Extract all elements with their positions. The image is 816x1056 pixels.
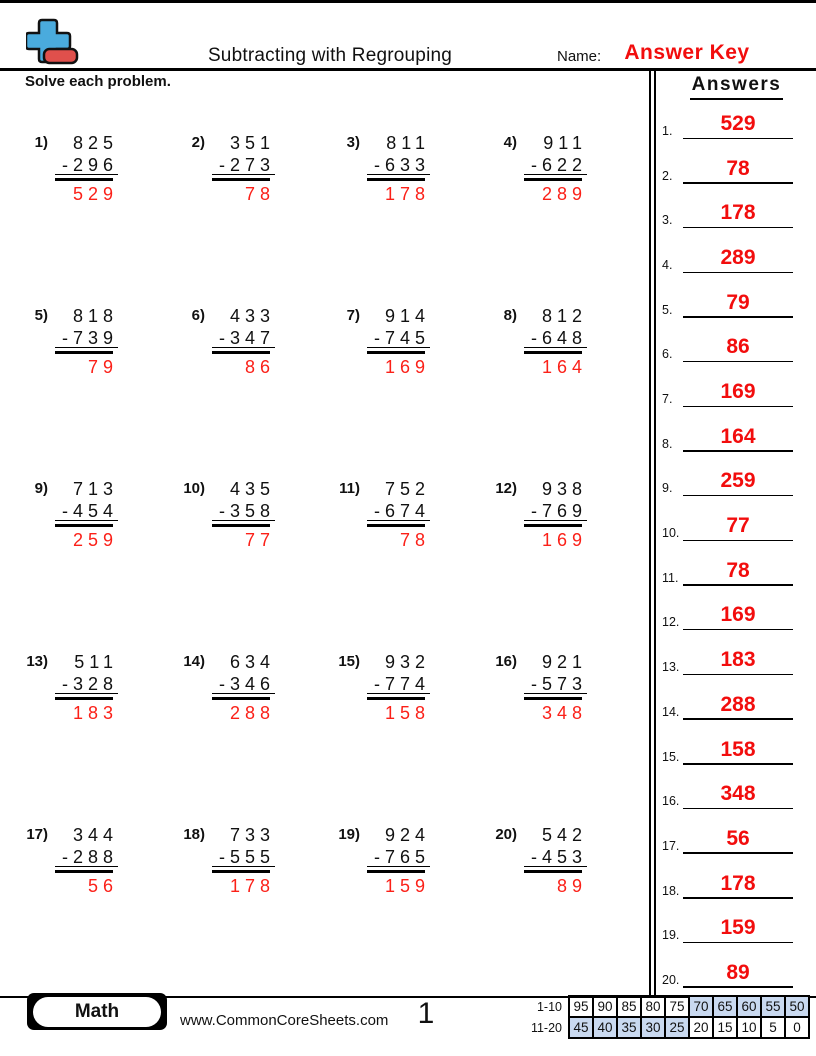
minuend: 435 (229, 479, 275, 499)
minuend: 634 (229, 652, 275, 672)
subtrahend: -358 (212, 501, 275, 521)
problem-20 (489, 825, 587, 897)
problem-16 (489, 652, 587, 724)
problem-answer: 77 (244, 530, 275, 550)
problem-6 (177, 306, 275, 378)
answer-number: 8. (662, 436, 673, 451)
problem-answer: 79 (87, 357, 118, 377)
answer-rule (212, 870, 270, 873)
top-border (0, 0, 816, 3)
grade-row-label: 11-20 (530, 1020, 562, 1035)
problem-17 (20, 825, 118, 897)
problem-body (367, 306, 430, 378)
problem-18 (177, 825, 275, 897)
answer-line (683, 540, 793, 542)
problem-9 (20, 479, 118, 551)
worksheet-title: Subtracting with Regrouping (207, 45, 453, 66)
problem-12 (489, 479, 587, 551)
answer-entry-5 (657, 288, 816, 318)
problem-3 (332, 133, 430, 205)
answer-number: 15. (662, 749, 680, 764)
problem-19 (332, 825, 430, 897)
problem-answer: 158 (384, 703, 430, 723)
problem-answer: 159 (384, 876, 430, 896)
subtrahend: -288 (55, 847, 118, 867)
answer-rule (367, 178, 425, 181)
answer-entry-14 (657, 690, 816, 720)
answer-rule (524, 351, 582, 354)
problem-number: 12) (495, 480, 517, 497)
answer-number: 13. (662, 660, 680, 675)
answer-rule (524, 697, 582, 700)
grade-cell: 75 (665, 996, 689, 1017)
problem-7 (332, 306, 430, 378)
answer-value: 89 (726, 960, 750, 984)
answer-entry-9 (657, 466, 816, 496)
problem-number: 14) (183, 653, 205, 670)
answer-value: 259 (720, 469, 756, 493)
grade-cell: 35 (617, 1017, 641, 1038)
subtrahend: -769 (524, 501, 587, 521)
answer-line (683, 986, 793, 988)
answer-number: 18. (662, 883, 680, 898)
answer-key-label: Answer Key (624, 41, 750, 64)
answer-number: 4. (662, 258, 673, 273)
instructions-text: Solve each problem. (25, 73, 171, 90)
answer-line (683, 674, 793, 676)
minuend: 542 (541, 825, 587, 845)
problem-body (524, 306, 587, 378)
subtrahend: -346 (212, 674, 275, 694)
answer-value: 78 (726, 558, 750, 582)
problem-body (524, 133, 587, 205)
problem-body (524, 652, 587, 724)
problem-answer: 183 (72, 703, 118, 723)
problem-body (524, 479, 587, 551)
grade-row-2 (529, 1017, 809, 1038)
problem-number: 19) (338, 826, 360, 843)
answer-number: 19. (662, 928, 680, 943)
answer-rule (524, 870, 582, 873)
grading-scale-table (529, 995, 810, 1039)
answer-rule (212, 524, 270, 527)
problem-8 (489, 306, 587, 378)
problem-answer: 78 (244, 184, 275, 204)
grade-cell: 65 (713, 996, 737, 1017)
answer-rule (55, 178, 113, 181)
answer-entry-17 (657, 824, 816, 854)
problem-1 (20, 133, 118, 205)
answer-entry-4 (657, 243, 816, 273)
answer-value: 289 (720, 246, 756, 270)
problem-body (55, 479, 118, 551)
grade-cell: 0 (785, 1017, 809, 1038)
answer-entry-8 (657, 422, 816, 452)
answer-line (683, 182, 793, 184)
minuend: 812 (541, 306, 587, 326)
answer-value: 86 (726, 335, 750, 359)
subtrahend: -648 (524, 328, 587, 348)
answer-rule (367, 697, 425, 700)
answer-value: 183 (720, 648, 756, 672)
answer-entry-10 (657, 511, 816, 541)
grade-cell: 30 (641, 1017, 665, 1038)
answer-line (683, 897, 793, 899)
problem-number: 13) (26, 653, 48, 670)
answer-line (683, 629, 793, 631)
grade-row-label: 1-10 (536, 999, 562, 1014)
grade-row-1 (529, 996, 809, 1017)
grade-cell: 45 (569, 1017, 593, 1038)
subtrahend: -739 (55, 328, 118, 348)
problem-number: 6) (191, 307, 205, 324)
minuend: 344 (72, 825, 118, 845)
grade-cell: 15 (713, 1017, 737, 1038)
answer-rule (367, 351, 425, 354)
subtrahend: -745 (367, 328, 430, 348)
problem-4 (489, 133, 587, 205)
grade-cell: 40 (593, 1017, 617, 1038)
answer-line (683, 942, 793, 944)
problem-13 (20, 652, 118, 724)
problem-answer: 86 (244, 357, 275, 377)
answers-panel-header (657, 74, 816, 100)
problem-answer: 56 (87, 876, 118, 896)
problem-number: 8) (503, 307, 517, 324)
answer-rule (55, 870, 113, 873)
answer-entry-15 (657, 735, 816, 765)
answer-rule (524, 524, 582, 527)
answer-number: 5. (662, 302, 673, 317)
problem-number: 18) (183, 826, 205, 843)
page-number: 1 (417, 997, 435, 1030)
answer-value: 56 (726, 826, 750, 850)
minuend: 818 (72, 306, 118, 326)
problem-number: 7) (346, 307, 360, 324)
grade-cell: 70 (689, 996, 713, 1017)
answer-rule (55, 697, 113, 700)
problem-answer: 178 (229, 876, 275, 896)
subtrahend: -273 (212, 155, 275, 175)
answer-line (683, 763, 793, 765)
grade-cell: 20 (689, 1017, 713, 1038)
minuend: 811 (386, 133, 430, 153)
minuend: 914 (384, 306, 430, 326)
answer-value: 159 (720, 916, 756, 940)
problem-11 (332, 479, 430, 551)
problem-answer: 289 (541, 184, 587, 204)
grade-cell: 60 (737, 996, 761, 1017)
minuend: 433 (229, 306, 275, 326)
answer-line (683, 272, 793, 274)
answer-line (683, 361, 793, 363)
answer-number: 9. (662, 481, 673, 496)
answer-entry-18 (657, 869, 816, 899)
answer-line (683, 852, 793, 854)
commoncoresheets-plus-minus-logo (26, 16, 80, 68)
grade-cell: 10 (737, 1017, 761, 1038)
answer-rule (367, 870, 425, 873)
problem-body (212, 825, 275, 897)
problem-2 (177, 133, 275, 205)
problem-answer: 178 (384, 184, 430, 204)
problem-number: 5) (34, 307, 48, 324)
problem-number: 10) (183, 480, 205, 497)
header-rule (0, 68, 816, 71)
answer-value: 288 (720, 692, 756, 716)
answer-number: 1. (662, 124, 673, 138)
grade-cell: 95 (569, 996, 593, 1017)
minuend: 511 (74, 652, 118, 672)
answer-rule (55, 351, 113, 354)
answer-entry-16 (657, 779, 816, 809)
minuend: 752 (384, 479, 430, 499)
website-text: www.CommonCoreSheets.com (180, 1012, 389, 1029)
answer-number: 2. (662, 168, 673, 183)
problem-answer: 78 (399, 530, 430, 550)
answer-rule (367, 524, 425, 527)
problem-number: 15) (338, 653, 360, 670)
problem-body (367, 652, 430, 724)
subject-badge-label: Math (33, 997, 161, 1027)
answer-rule (524, 178, 582, 181)
answer-rule (212, 351, 270, 354)
problem-body (524, 825, 587, 897)
problem-10 (177, 479, 275, 551)
problem-5 (20, 306, 118, 378)
subtrahend: -622 (524, 155, 587, 175)
answer-value: 178 (720, 871, 756, 895)
problem-answer: 259 (72, 530, 118, 550)
minuend: 825 (72, 133, 118, 153)
answer-number: 3. (662, 213, 673, 228)
answer-number: 11. (662, 570, 679, 585)
answer-number: 12. (662, 615, 680, 630)
minuend: 921 (541, 652, 587, 672)
subtrahend: -347 (212, 328, 275, 348)
subtrahend: -555 (212, 847, 275, 867)
answer-value: 169 (720, 603, 756, 627)
minuend: 938 (541, 479, 587, 499)
answer-line (683, 138, 793, 140)
answer-value: 77 (726, 514, 750, 538)
answer-value: 169 (720, 380, 756, 404)
grade-cell: 80 (641, 996, 665, 1017)
answer-entry-2 (657, 154, 816, 184)
problem-14 (177, 652, 275, 724)
minuend: 924 (384, 825, 430, 845)
answer-value: 78 (726, 156, 750, 180)
problem-body (367, 825, 430, 897)
answers-panel-divider (649, 70, 656, 997)
subtrahend: -453 (524, 847, 587, 867)
answer-entry-19 (657, 913, 816, 943)
minus-icon (44, 49, 77, 63)
answer-number: 7. (662, 392, 673, 407)
answer-line (683, 808, 793, 810)
grade-cell: 90 (593, 996, 617, 1017)
problem-body (367, 133, 430, 205)
answer-line (683, 406, 793, 408)
problem-body (212, 652, 275, 724)
answer-number: 10. (662, 526, 680, 541)
problem-answer: 288 (229, 703, 275, 723)
problem-number: 17) (26, 826, 48, 843)
answer-number: 16. (662, 794, 680, 809)
problem-body (55, 133, 118, 205)
answer-entry-7 (657, 377, 816, 407)
problem-answer: 348 (541, 703, 587, 723)
answer-value: 529 (720, 112, 756, 135)
problem-body (367, 479, 430, 551)
answer-entry-1 (657, 109, 816, 139)
grade-cell: 25 (665, 1017, 689, 1038)
subtrahend: -774 (367, 674, 430, 694)
problem-answer: 89 (556, 876, 587, 896)
problem-body (55, 825, 118, 897)
minuend: 733 (229, 825, 275, 845)
problem-body (212, 306, 275, 378)
answer-line (683, 316, 793, 318)
answer-rule (55, 524, 113, 527)
problem-number: 2) (191, 134, 205, 151)
subtrahend: -296 (55, 155, 118, 175)
answer-entry-3 (657, 198, 816, 228)
grade-cell: 50 (785, 996, 809, 1017)
problem-number: 3) (346, 134, 360, 151)
problem-number: 11) (339, 480, 360, 497)
minuend: 911 (543, 133, 587, 153)
answer-entry-11 (657, 556, 816, 586)
subtrahend: -573 (524, 674, 587, 694)
problem-body (212, 479, 275, 551)
answer-number: 17. (662, 838, 680, 853)
answer-entry-12 (657, 600, 816, 630)
problem-answer: 169 (541, 530, 587, 550)
answer-value: 164 (720, 424, 756, 448)
problem-answer: 169 (384, 357, 430, 377)
subtrahend: -674 (367, 501, 430, 521)
problem-number: 9) (34, 480, 48, 497)
grade-cell: 85 (617, 996, 641, 1017)
answer-line (683, 584, 793, 586)
answer-line (683, 718, 793, 720)
problem-body (55, 306, 118, 378)
problem-number: 1) (34, 134, 48, 151)
answer-entry-13 (657, 645, 816, 675)
minuend: 713 (72, 479, 118, 499)
problem-15 (332, 652, 430, 724)
answer-value: 79 (726, 290, 750, 314)
subtrahend: -328 (55, 674, 118, 694)
answer-line (683, 227, 793, 229)
problem-answer: 529 (72, 184, 118, 204)
answer-line (683, 450, 793, 452)
subtrahend: -765 (367, 847, 430, 867)
answer-number: 20. (662, 972, 680, 987)
answer-rule (212, 178, 270, 181)
name-label: Name: (557, 48, 602, 65)
subtrahend: -633 (367, 155, 430, 175)
problem-number: 16) (495, 653, 517, 670)
grade-cell: 5 (761, 1017, 785, 1038)
answer-value: 348 (720, 782, 756, 806)
answer-line (683, 495, 793, 497)
minuend: 932 (384, 652, 430, 672)
answers-title: Answers (690, 74, 784, 100)
problem-answer: 164 (541, 357, 587, 377)
answer-value: 178 (720, 201, 756, 225)
subtrahend: -454 (55, 501, 118, 521)
answer-rule (212, 697, 270, 700)
grade-cell: 55 (761, 996, 785, 1017)
answer-value: 158 (720, 737, 756, 761)
answer-entry-20 (657, 958, 816, 988)
subject-badge (27, 993, 167, 1030)
minuend: 351 (229, 133, 275, 153)
answer-number: 6. (662, 347, 673, 362)
problem-body (212, 133, 275, 205)
problem-number: 20) (495, 826, 517, 843)
answer-number: 14. (662, 704, 680, 719)
answer-entry-6 (657, 332, 816, 362)
problem-body (55, 652, 118, 724)
problem-number: 4) (503, 134, 517, 151)
